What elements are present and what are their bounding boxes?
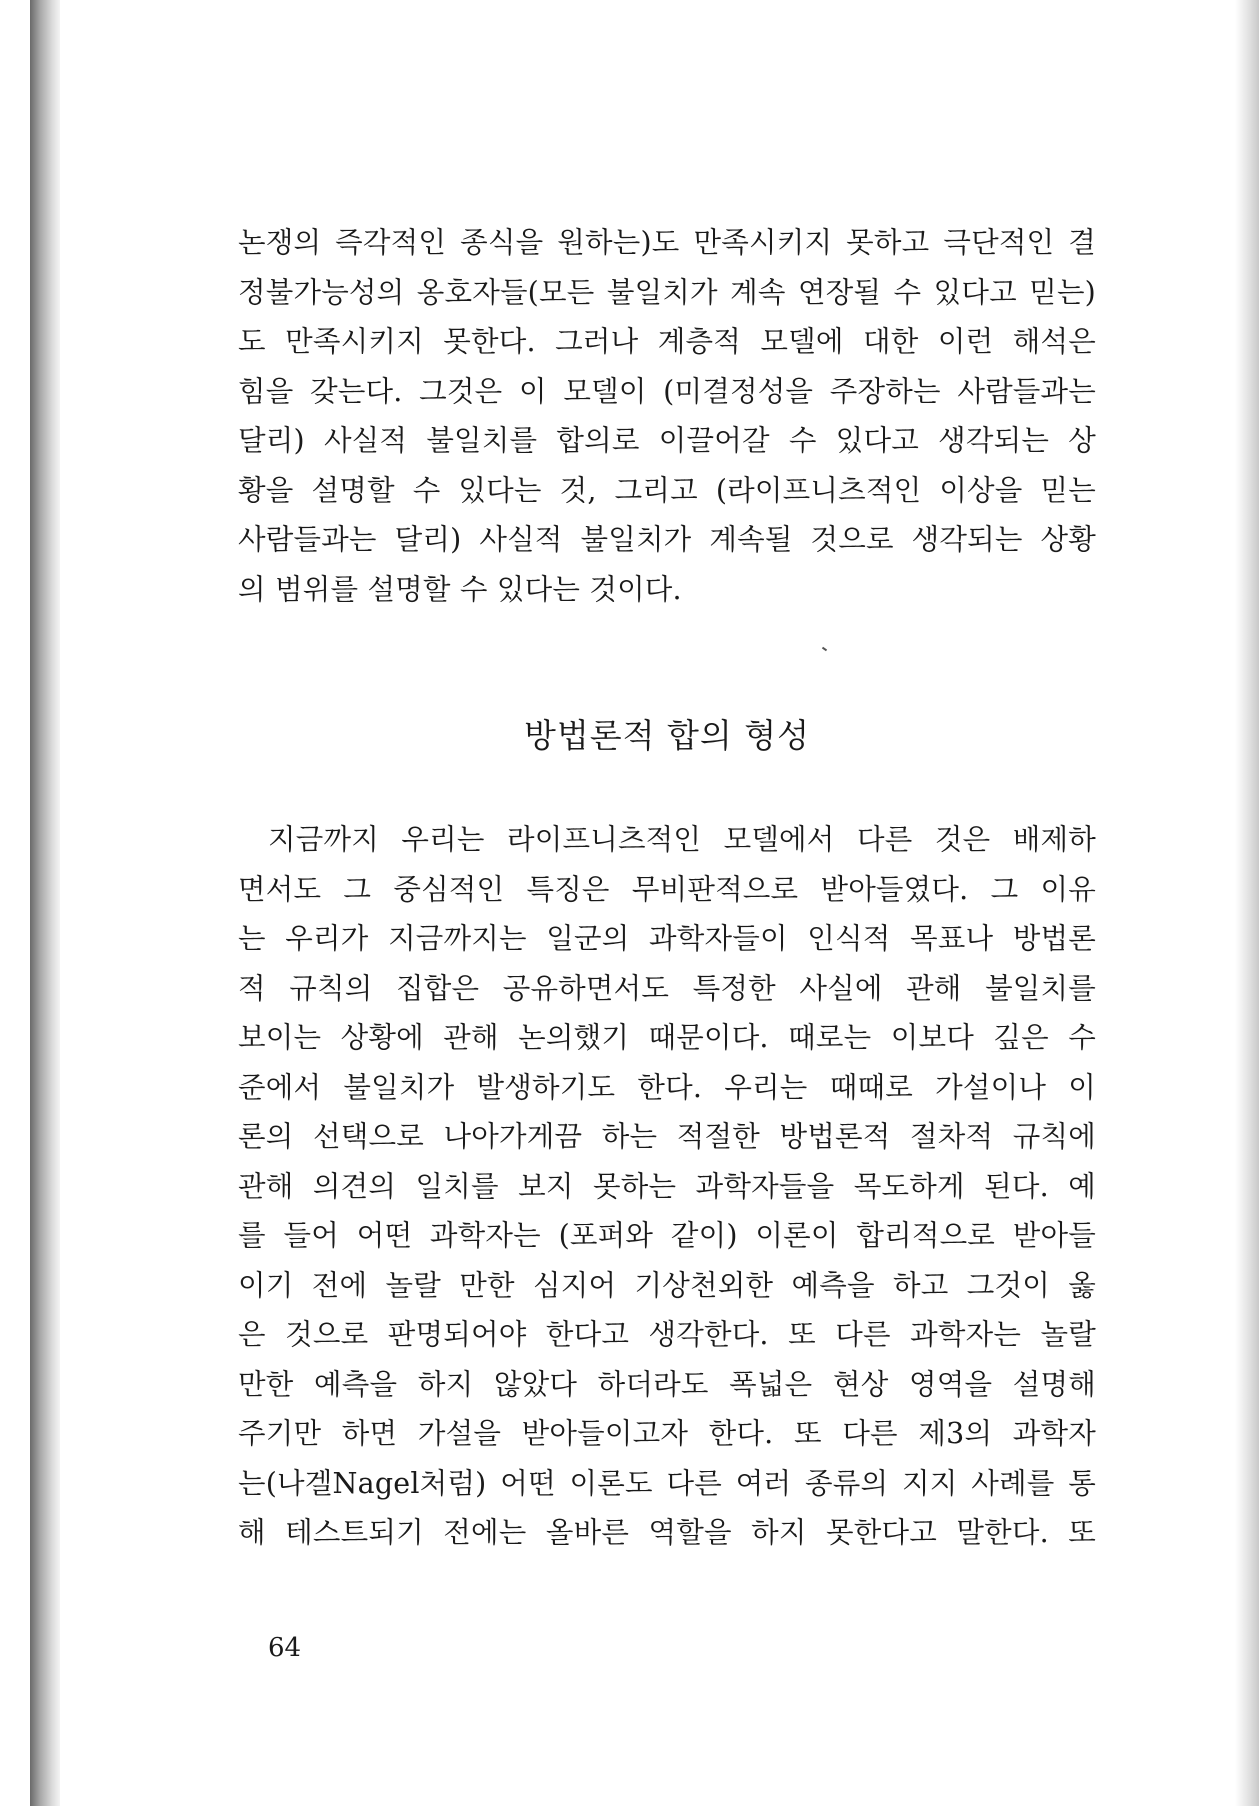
text-line: 를 들어 어떤 과학자는 (포퍼와 같이) 이론이 합리적으로 받아들 [238, 1219, 1096, 1252]
paragraph-2 [238, 815, 1096, 1558]
text-line: 정불가능성의 옹호자들(모든 불일치가 계속 연장될 수 있다고 믿는) [238, 275, 1096, 309]
text-line: 도 만족시키지 못한다. 그러나 계층적 모델에 대한 이런 해석은 [238, 325, 1096, 358]
text-line: 는 우리가 지금까지는 일군의 과학자들이 인식적 목표나 방법론 [238, 922, 1096, 955]
text-line: 의 범위를 설명할 수 있다는 것이다. [238, 572, 682, 606]
text-line: 은 것으로 판명되어야 한다고 생각한다. 또 다른 과학자는 놀랄 [238, 1318, 1096, 1351]
text-line: 는(나겔Nagel처럼) 어떤 이론도 다른 여러 종류의 지지 사례를 통 [238, 1466, 1096, 1500]
text-line: 사람들과는 달리) 사실적 불일치가 계속될 것으로 생각되는 상황 [238, 523, 1096, 556]
text-line: 지금까지 우리는 라이프니츠적인 모델에서 다른 것은 배제하 [268, 823, 1096, 856]
page-number: 64 [268, 1633, 302, 1663]
page-edge-shadow [1235, 0, 1259, 1806]
text-line: 황을 설명할 수 있다는 것, 그리고 (라이프니츠적인 이상을 믿는 [238, 473, 1096, 507]
text-line: 만한 예측을 하지 않았다 하더라도 폭넓은 현상 영역을 설명해 [238, 1367, 1096, 1401]
text-line: 해 테스트되기 전에는 올바른 역할을 하지 못한다고 말한다. 또 [238, 1516, 1096, 1549]
text-line: 보이는 상황에 관해 논의했기 때문이다. 때로는 이보다 깊은 수 [238, 1021, 1096, 1054]
text-line: 적 규칙의 집합은 공유하면서도 특정한 사실에 관해 불일치를 [238, 971, 1096, 1005]
text-line: 논쟁의 즉각적인 종식을 원하는)도 만족시키지 못하고 극단적인 결 [238, 226, 1096, 259]
text-line: 달리) 사실적 불일치를 합의로 이끌어갈 수 있다고 생각되는 상 [238, 424, 1096, 457]
text-line: 관해 의견의 일치를 보지 못하는 과학자들을 목도하게 된다. 예 [238, 1169, 1096, 1203]
text-line: 준에서 불일치가 발생하기도 한다. 우리는 때때로 가설이나 이 [238, 1070, 1096, 1104]
book-gutter-shadow [30, 0, 60, 1806]
paragraph-1 [238, 218, 1096, 614]
text-line: 주기만 하면 가설을 받아들이고자 한다. 또 다른 제3의 과학자 [238, 1417, 1096, 1450]
text-line: 이기 전에 놀랄 만한 심지어 기상천외한 예측을 하고 그것이 옳 [238, 1268, 1096, 1302]
text-line: 힘을 갖는다. 그것은 이 모델이 (미결정성을 주장하는 사람들과는 [238, 374, 1096, 408]
section-heading: 방법론적 합의 형성 [523, 716, 810, 755]
text-line: 면서도 그 중심적인 특징은 무비판적으로 받아들였다. 그 이유 [238, 872, 1096, 906]
text-line: 론의 선택으로 나아가게끔 하는 적절한 방법론적 절차적 규칙에 [238, 1120, 1096, 1153]
